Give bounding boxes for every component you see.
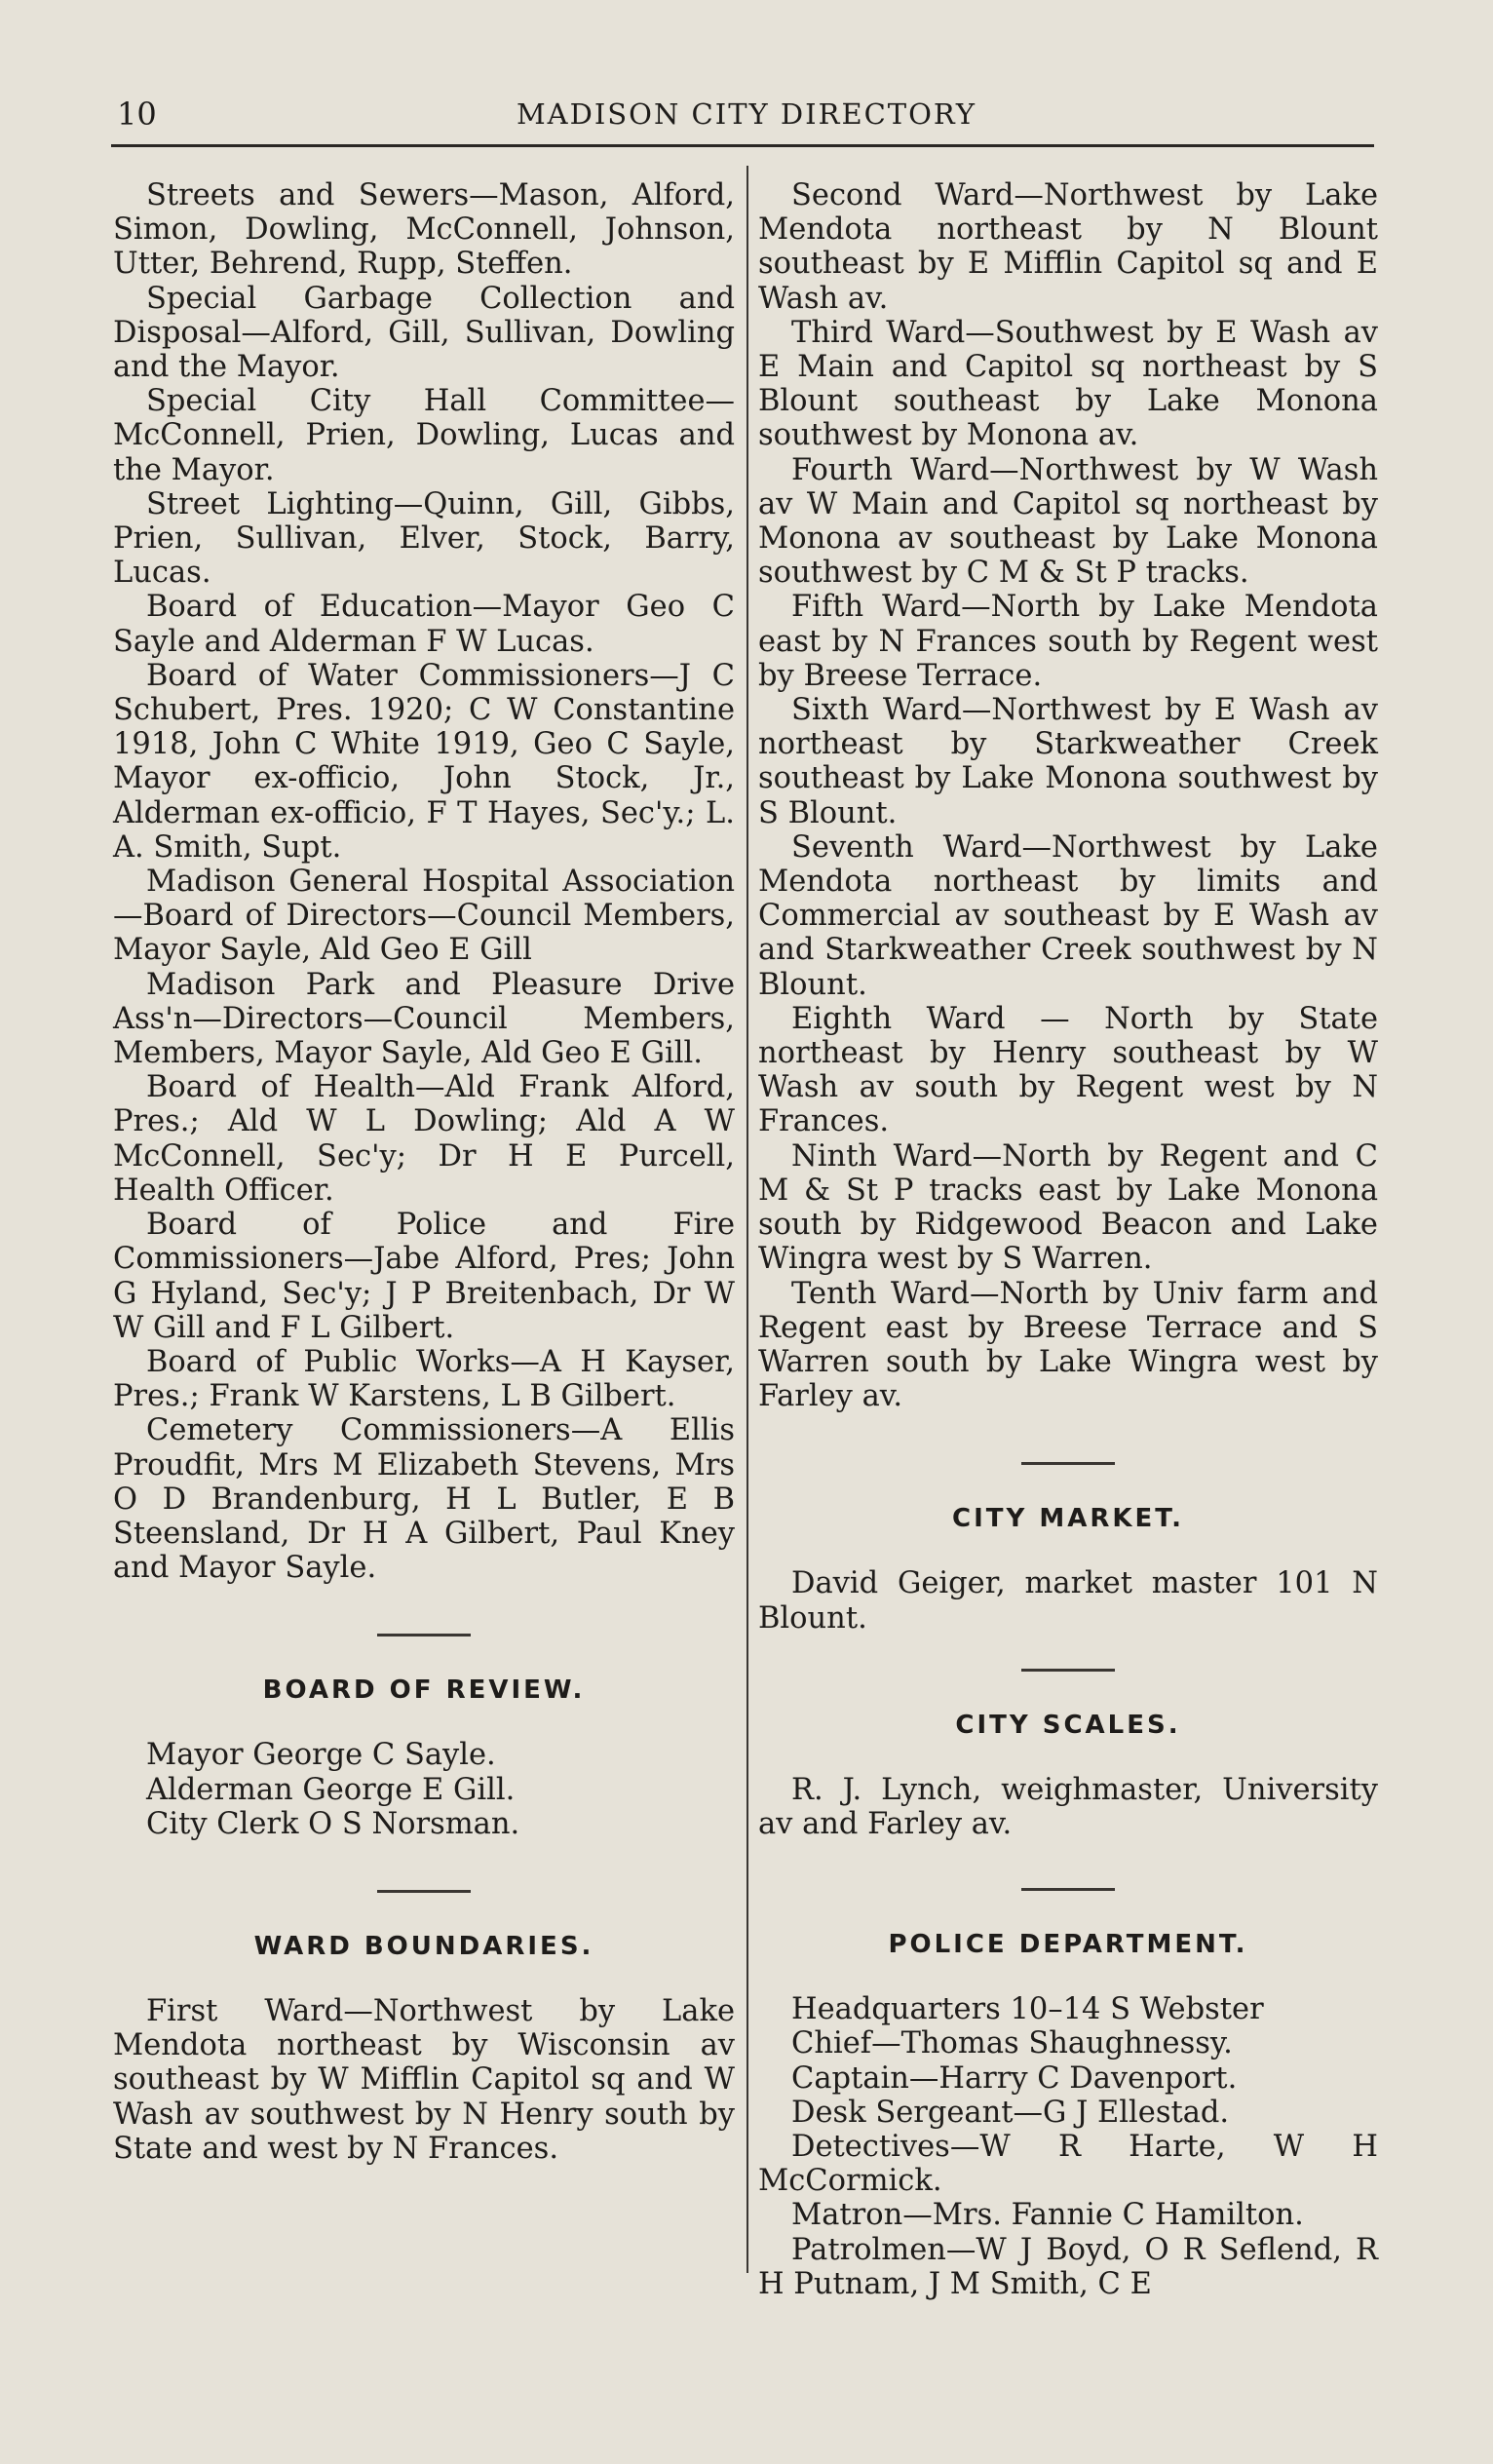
committee-entry: Board of Public Works—A H Kayser, Pres.; Frank W Karstens, L B Gilbert. xyxy=(113,1344,735,1414)
committee-entry: Special Garbage Collection and Disposal—Alford, Gill, Sullivan, Dowling and the Mayor. xyxy=(113,281,735,385)
city-market-text: David Geiger, market master 101 N Blount. xyxy=(758,1566,1378,1636)
ward-entry: Tenth Ward—North by Univ farm and Regent east by Breese Terrace and S Warren south by Lake Wingra west by Farley av. xyxy=(758,1276,1378,1414)
ward-entry: Third Ward—Southwest by E Wash av E Main and Capitol sq northeast by S Blount southeast by Lake Monona southwest by Monona av. xyxy=(758,315,1378,453)
review-member: City Clerk O S Norsman. xyxy=(146,1806,520,1841)
ward-entry-first: First Ward—Northwest by Lake Mendota northeast by Wisconsin av southeast by W Mifflin Capitol sq and W Wash av southwest by N Henry south by State and west by N Frances. xyxy=(113,1993,735,2166)
ward-entry: Sixth Ward—Northwest by E Wash av northeast by Starkweather Creek southeast by Lake Monona southwest by S Blount. xyxy=(758,693,1378,830)
committee-entry: Madison Park and Pleasure Drive Ass'n—Directors—Council Members, Members, Mayor Sayle, Ald Geo E Gill. xyxy=(113,967,735,1071)
review-member: Mayor George C Sayle. xyxy=(146,1738,496,1773)
ward-entry: Fourth Ward—Northwest by W Wash av W Main and Capitol sq northeast by Monona av southeast by Lake Monona southwest by C M & St P tracks. xyxy=(758,452,1378,591)
ward-boundaries-heading: WARD BOUNDARIES. xyxy=(253,1931,594,1961)
committee-entry: Board of Water Commissioners—J C Schubert, Pres. 1920; C W Constantine 1918, John C White 1919, Geo C Sayle, Mayor ex-officio, John Stock, Jr., Alderman ex-officio, F T Hayes, Sec'y.; L. A. Smith, Supt. xyxy=(113,658,735,865)
police-captain: Captain—Harry C Davenport. xyxy=(791,2060,1238,2096)
page-number: 10 xyxy=(117,96,157,133)
police-detectives: Detectives—W R Harte, W H McCormick. xyxy=(758,2129,1378,2199)
board-of-review-heading: BOARD OF REVIEW. xyxy=(262,1675,586,1706)
committee-entry: Streets and Sewers—Mason, Alford, Simon, Dowling, McConnell, Johnson, Utter, Behrend, Rupp, Steffen. xyxy=(113,178,735,282)
police-chief: Chief—Thomas Shaughnessy. xyxy=(791,2026,1233,2061)
left-column xyxy=(113,178,735,2166)
city-market-heading: CITY MARKET. xyxy=(952,1504,1184,1534)
right-column xyxy=(758,178,1378,2301)
ward-entry: Seventh Ward—Northwest by Lake Mendota northeast by limits and Commercial av southeast by E Wash av and Starkweather Creek southwest by N Blount. xyxy=(758,829,1378,1002)
committee-entry: Street Lighting—Quinn, Gill, Gibbs, Prien, Sullivan, Elver, Stock, Barry, Lucas. xyxy=(113,486,735,591)
running-head: MADISON CITY DIRECTORY xyxy=(516,97,977,131)
column-divider xyxy=(746,166,748,2273)
committee-entry: Madison General Hospital Association—Board of Directors—Council Members, Mayor Sayle, Ald Geo E Gill xyxy=(113,865,735,968)
review-member: Alderman George E Gill. xyxy=(146,1772,516,1807)
committee-entry: Board of Education—Mayor Geo C Sayle and Alderman F W Lucas. xyxy=(113,590,735,659)
ward-entry: Ninth Ward—North by Regent and C M & St P tracks east by Lake Monona south by Ridgewood Beacon and Lake Wingra west by S Warren. xyxy=(758,1138,1378,1277)
ward-entry: Eighth Ward — North by State northeast by Henry southeast by W Wash av south by Regent west by N Frances. xyxy=(758,1001,1378,1139)
committee-entry: Board of Police and Fire Commissioners—Jabe Alford, Pres; John G Hyland, Sec'y; J P Breitenbach, Dr W W Gill and F L Gilbert. xyxy=(113,1208,735,1345)
police-headquarters: Headquarters 10–14 S Webster xyxy=(791,1992,1264,2027)
police-department-heading: POLICE DEPARTMENT. xyxy=(888,1930,1248,1960)
police-desk-sergeant: Desk Sergeant—G J Ellestad. xyxy=(791,2095,1230,2130)
police-patrolmen: Patrolmen—W J Boyd, O R Seflend, R H Putnam, J M Smith, C E xyxy=(758,2232,1378,2301)
city-scales-text: R. J. Lynch, weighmaster, University av and Farley av. xyxy=(758,1772,1378,1841)
header-rule xyxy=(111,144,1374,147)
police-matron: Matron—Mrs. Fannie C Hamilton. xyxy=(791,2198,1304,2233)
ward-entry: Fifth Ward—North by Lake Mendota east by N Frances south by Regent west by Breese Terrace. xyxy=(758,590,1378,693)
ward-entry: Second Ward—Northwest by Lake Mendota northeast by N Blount southeast by E Mifflin Capitol sq and E Wash av. xyxy=(758,178,1378,316)
committee-entry: Cemetery Commissioners—A Ellis Proudfit, Mrs M Elizabeth Stevens, Mrs O D Brandenburg, H L Butler, E B Steensland, Dr H A Gilbert, Paul Kney and Mayor Sayle. xyxy=(113,1413,735,1586)
committee-entry: Board of Health—Ald Frank Alford, Pres.; Ald W L Dowling; Ald A W McConnell, Sec'y; Dr H E Purcell, Health Officer. xyxy=(113,1070,735,1208)
city-scales-heading: CITY SCALES. xyxy=(955,1710,1181,1740)
committee-entry: Special City Hall Committee—McConnell, Prien, Dowling, Lucas and the Mayor. xyxy=(113,384,735,487)
